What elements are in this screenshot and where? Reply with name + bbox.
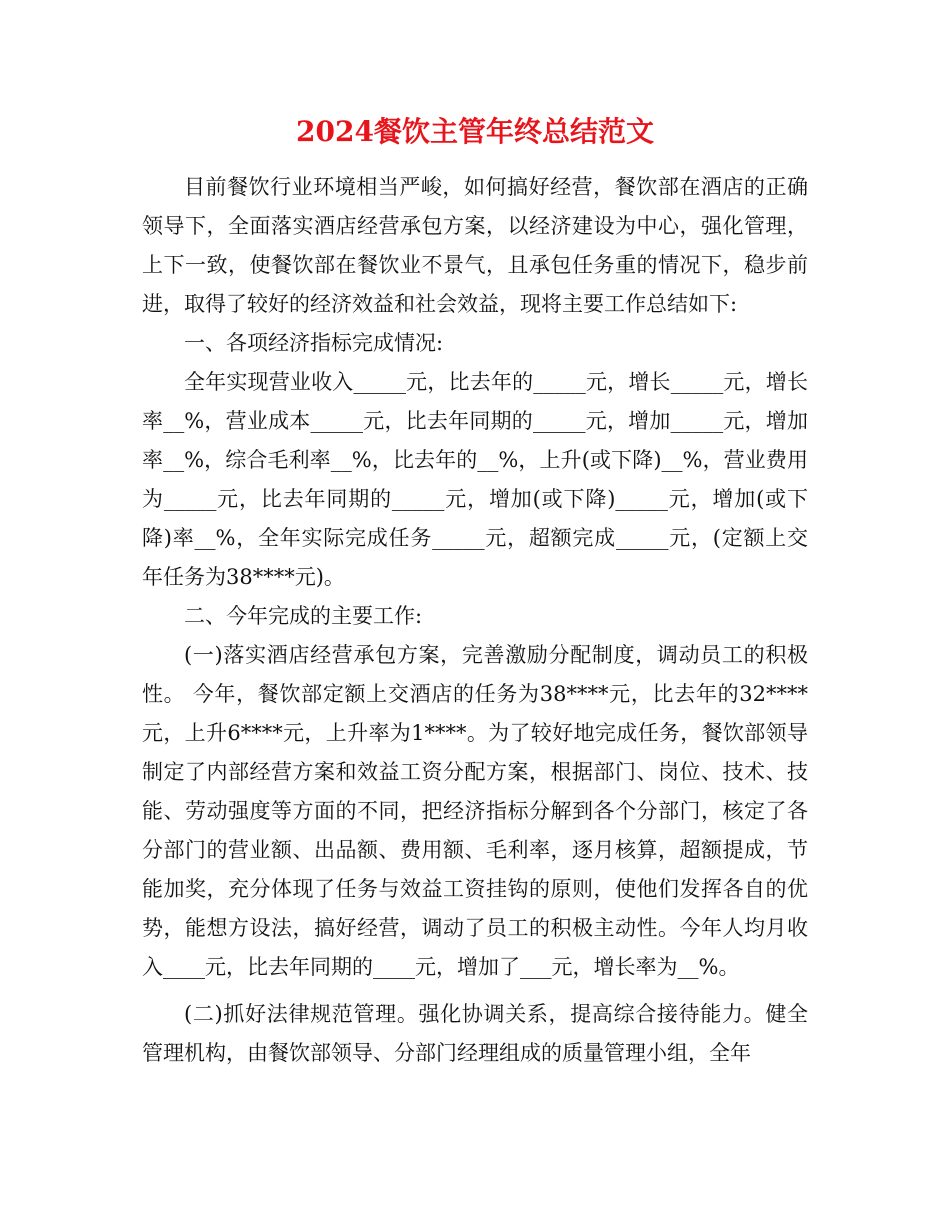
- intro-paragraph: 目前餐饮行业环境相当严峻，如何搞好经营，餐饮部在酒店的正确领导下，全面落实酒店经营承包方案，以经济建设为中心，强化管理，上下一致，使餐饮部在餐饮业不景气，且承包任务重的情况下，稳步前进，取得了较好的经济效益和社会效益，现将主要工作总结如下:: [142, 175, 808, 316]
- economic-indicators-paragraph: 全年实现营业收入_____元，比去年的_____元，增长_____元，增长率__%，营业成本_____元，比去年同期的_____元，增加_____元，增加率__%，综合毛利率__%，比去年的__%，上升(或下降)__%，营业费用为_____元，比去年同期的_____元，增加(或下降)_____元，增加(或下降)率__%，全年实际完成任务_____元，超额完成_____元，(定额上交年任务为38****元)。: [142, 370, 808, 589]
- work-item-2-paragraph: (二)抓好法律规范管理。强化协调关系，提高综合接待能力。健全管理机构，由餐饮部领导、分部门经理组成的质量管理小组，全年: [142, 1002, 808, 1065]
- document-title: 2024餐饮主管年终总结范文: [296, 115, 654, 148]
- document-body: [142, 168, 808, 1073]
- section-heading-2: 二、今年完成的主要工作:: [184, 604, 423, 628]
- work-item-1-paragraph: (一)落实酒店经营承包方案，完善激励分配制度，调动员工的积极性。 今年，餐饮部定额上交酒店的任务为38****元，比去年的32****元，上升6****元，上升率为1****。为了较好地完成任务，餐饮部领导制定了内部经营方案和效益工资分配方案，根据部门、岗位、技术、技能、劳动强度等方面的不同，把经济指标分解到各个分部门，核定了各分部门的营业额、出品额、费用额、毛利率，逐月核算，超额提成，节能加奖，充分体现了任务与效益工资挂钩的原则，使他们发挥各自的优势，能想方设法，搞好经营，调动了员工的积极主动性。今年人均月收入____元，比去年同期的____元，增加了___元，增长率为__%。: [142, 643, 808, 979]
- section-heading-1: 一、各项经济指标完成情况:: [184, 331, 444, 355]
